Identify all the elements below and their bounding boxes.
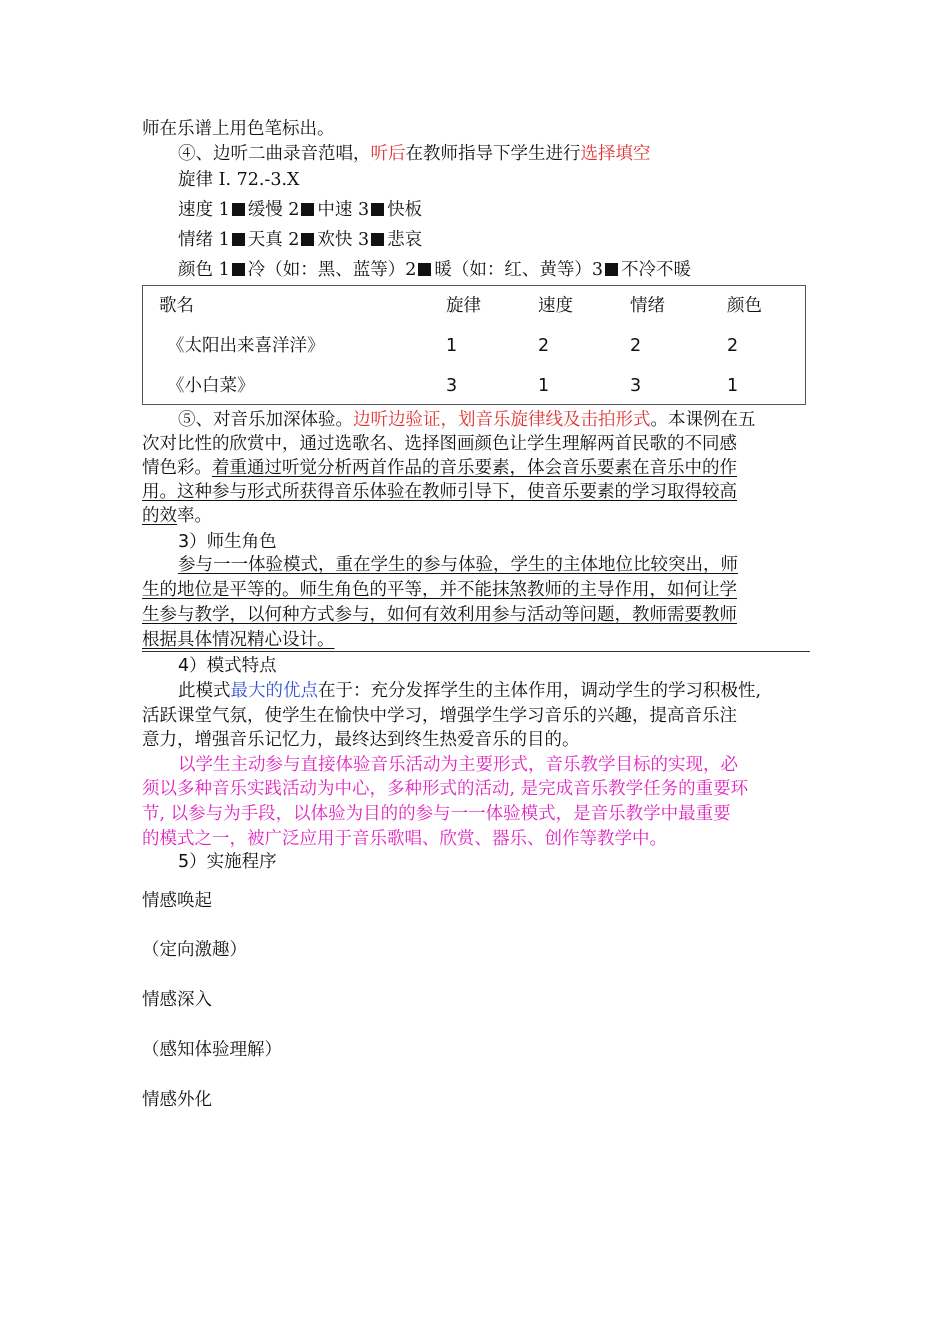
text-span: 情色彩。 [142, 458, 212, 478]
underlined-line: 根据具体情况精心设计。 [142, 630, 335, 650]
step5-intro: ⑤、对音乐加深体验。 [178, 410, 353, 430]
text-line: 师在乐谱上用色笔标出。 [142, 119, 335, 139]
highlight-text: 选择填空 [580, 144, 651, 164]
highlight-text: 最大的优点 [230, 681, 318, 701]
text-line [142, 504, 212, 528]
table-cell: 3 [630, 376, 642, 396]
table-cell: 2 [630, 336, 642, 356]
text-line: 次对比性的欣赏中，通过选歌名、选择图画颜色让学生理解两首民歌的不同感 [142, 434, 737, 454]
table-cell: 《小白菜》 [167, 376, 255, 396]
table-cell: 1 [446, 336, 458, 356]
underlined-line: 生参与教学，以何种方式参与，如何有效利用参与活动等问题，教师需要教师 [142, 605, 737, 625]
option-label: 情绪 1 [178, 230, 230, 250]
procedure-note: （定向激趣） [142, 940, 247, 960]
highlight-line: 的模式之一，被广泛应用于音乐歌唱、欣赏、器乐、创作等教学中。 [142, 829, 667, 849]
table-cell: 1 [727, 376, 739, 396]
procedure-step: 情感外化 [142, 1090, 212, 1110]
underlined-line: 生的地位是平等的。师生角色的平等，并不能抹煞教师的主导作用，如何让学 [142, 580, 737, 600]
highlight-line: 须以多种音乐实践活动为中心，多种形式的活动, 是完成音乐教学任务的重要环 [142, 779, 749, 799]
step5-line [178, 408, 756, 432]
text-span: 率。 [177, 506, 212, 526]
text-line: 意力，增强音乐记忆力，最终达到终生热爱音乐的目的。 [142, 730, 580, 750]
table-cell: 1 [538, 376, 550, 396]
procedure-step: 情感唤起 [142, 891, 212, 911]
procedure-note: （感知体验理解） [142, 1040, 282, 1060]
option-text: 天真 2 [247, 230, 300, 250]
divider [142, 651, 810, 652]
table-header: 情绪 [630, 296, 665, 316]
highlight-line: 以学生主动参与直接体验音乐活动为主要形式，音乐教学目标的实现，必 [178, 755, 738, 775]
color-options [178, 258, 691, 282]
step5-text: 。本课例在五 [650, 410, 756, 430]
table-cell: 2 [727, 336, 739, 356]
text-line: 活跃课堂气氛，使学生在愉快中学习，增强学生学习音乐的兴趣，提高音乐注 [142, 706, 737, 726]
option-text: 暖（如：红、黄等）3 [434, 260, 603, 280]
step4-intro: ④、边听二曲录音范唱， [178, 144, 371, 164]
section-heading: 4）模式特点 [178, 656, 277, 676]
table-header: 颜色 [727, 296, 762, 316]
checkbox-icon [418, 263, 431, 276]
table-header: 旋律 [446, 296, 481, 316]
option-text: 缓慢 2 [247, 200, 300, 220]
table-cell: 2 [538, 336, 550, 356]
text-line [142, 456, 737, 480]
song-table [142, 285, 806, 405]
text-line [178, 679, 761, 703]
table-header: 歌名 [159, 296, 194, 316]
melody-line: 旋律 I. 72.-3.X [178, 170, 300, 190]
underlined-line: 用。这种参与形式所获得音乐体验在教师引导下，使音乐要素的学习取得较高 [142, 482, 737, 502]
table-cell: 《太阳出来喜洋洋》 [167, 336, 325, 356]
mood-options [178, 228, 422, 252]
checkbox-icon [301, 203, 314, 216]
table-cell: 3 [446, 376, 458, 396]
table-header: 速度 [538, 296, 573, 316]
underlined-text: 的效 [142, 506, 177, 526]
option-text: 不冷不暖 [620, 260, 691, 280]
option-label: 颜色 1 [178, 260, 230, 280]
option-label: 速度 1 [178, 200, 230, 220]
speed-options [178, 198, 422, 222]
option-text: 快板 [387, 200, 423, 220]
option-text: 冷（如：黑、蓝等）2 [247, 260, 417, 280]
checkbox-icon [605, 263, 618, 276]
step4-text: 在教师指导下学生进行 [405, 144, 581, 164]
checkbox-icon [232, 233, 245, 246]
highlight-line: 节, 以参与为手段，以体验为目的的参与一一体验模式，是音乐教学中最重要 [142, 804, 731, 824]
highlight-text: 边听边验证，划音乐旋律线及击拍形式 [353, 410, 651, 430]
underlined-line: 参与一一体验模式，重在学生的参与体验，学生的主体地位比较突出，师 [178, 555, 738, 575]
checkbox-icon [232, 203, 245, 216]
option-text: 悲哀 [387, 230, 423, 250]
checkbox-icon [301, 233, 314, 246]
step4-line [178, 142, 651, 166]
checkbox-icon [232, 263, 245, 276]
option-text: 欢快 3 [317, 230, 370, 250]
underlined-text: 着重通过听觉分析两首作品的音乐要素，体会音乐要素在音乐中的作 [212, 458, 737, 478]
section-heading: 5）实施程序 [178, 852, 277, 872]
highlight-text: 听后 [370, 144, 406, 164]
option-text: 中速 3 [317, 200, 370, 220]
checkbox-icon [371, 203, 384, 216]
procedure-step: 情感深入 [142, 990, 212, 1010]
checkbox-icon [371, 233, 384, 246]
text-span: 此模式 [178, 681, 231, 701]
section-heading: 3）师生角色 [178, 532, 277, 552]
text-span: 在于：充分发挥学生的主体作用，调动学生的学习积极性, [318, 681, 762, 701]
